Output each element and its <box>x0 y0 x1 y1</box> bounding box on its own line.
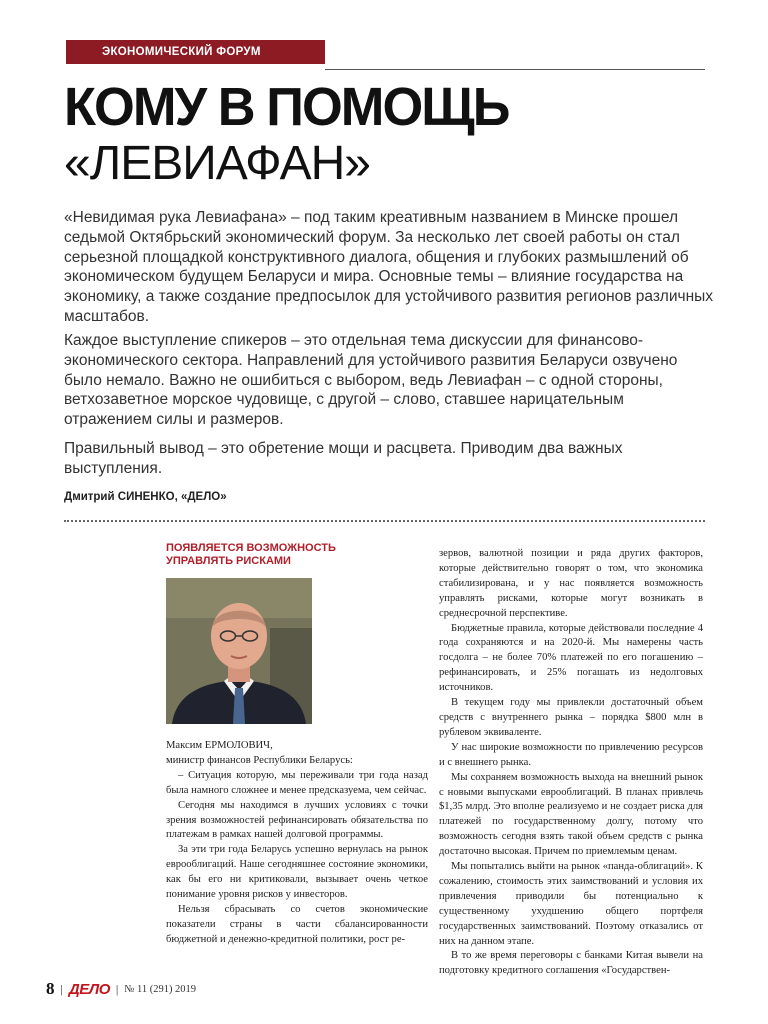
paragraph: Бюджетные правила, которые действовали последние 4 года сохраняются и на 2020-й. Мы намерены часть госдолга – не более 70% платежей по его погашению – рефинансировать, и 25% погашать из недолговых источников. <box>439 622 703 694</box>
headline-line-2: «ЛЕВИАФАН» <box>64 137 370 190</box>
paragraph: В то же время переговоры с банками Китая вывели на подготовку кредитного соглашения «Государствен- <box>439 950 703 977</box>
article-column-2 <box>439 547 703 979</box>
paragraph: За эти три года Беларусь успешно вернулась на рынок еврооблигаций. Наше сегодняшнее состояние экономики, как бы его ни критиковали, вызывает очень четкое понимание уровня рисков у инвесторов. <box>166 844 428 901</box>
paragraph-continued: зервов, валютной позиции и ряда других факторов, которые действительно говорят о том, что экономика стабилизирована, и у нас появляется возможность управлять рисками, которые могут возникать в среднесрочной перспективе. <box>439 548 703 619</box>
footer-separator: | <box>60 981 63 996</box>
footer-separator: | <box>115 981 119 996</box>
headline <box>64 77 522 190</box>
paragraph: Сегодня мы находимся в лучших условиях с точки зрения возможностей рефинансировать обязательства по платежам в рамках нашей долговой программы. <box>166 799 428 841</box>
speaker-photo <box>166 578 312 724</box>
kicker-title: ПОЯВЛЯЕТСЯ ВОЗМОЖНОСТЬ УПРАВЛЯТЬ РИСКАМИ <box>166 542 336 567</box>
paragraph: Нельзя сбрасывать со счетов экономические показатели страны в части сбалансированности бюджетной и денежно-кредитной политики, рост ре- <box>166 903 428 945</box>
lead-paragraph-3: Правильный вывод – это обретение мощи и расцвета. Приводим два важных выступления. <box>64 440 623 477</box>
article-column-1 <box>166 739 428 948</box>
dotted-separator <box>64 520 705 522</box>
paragraph: – Ситуация которую, мы переживали три года назад была намного сложнее и менее предсказуема, чем сейчас. <box>166 769 428 796</box>
speaker-name: Максим ЕРМОЛОВИЧ, <box>166 740 273 751</box>
byline: Дмитрий СИНЕНКО, «ДЕЛО» <box>64 491 227 503</box>
paragraph: У нас широкие возможности по привлечению ресурсов и с внешнего рынка. <box>439 741 703 768</box>
page-footer <box>46 979 196 999</box>
lead-paragraph-1: «Невидимая рука Левиафана» – под таким креативным названием в Минске прошел седьмой Октябрьский экономический форум. За несколько лет своей работы он стал серьезной площадкой конструктивного диалога, общения и глубоких размышлений об экономическом будущем Беларуси и мира. Основные темы – влияние государства на экономику, а также создание предпосылок для устойчивого развития регионов различных масштабов. <box>64 209 714 325</box>
headline-line-1: КОМУ В ПОМОЩЬ <box>64 77 509 137</box>
paragraph: Мы попытались выйти на рынок «панда-облигаций». К сожалению, стоимость этих заимствований и условия их привлечения приводили бы потенциально к существенному ухудшению общего портфеля государственных заимствований. Поэтому отказались от них на данном этапе. <box>439 861 703 947</box>
lead-paragraph-2: Каждое выступление спикеров – это отдельная тема дискуссии для финансово-экономического сектора. Направлений для устойчивого развития Беларуси озвучено было немало. Важно не ошибиться с выбором, ведь Левиафан – с одной стороны, ветхозаветное морское чудовище, с другой – слово, ставшее нарицательным отражением силы и размеров. <box>64 332 678 429</box>
section-rubric: ЭКОНОМИЧЕСКИЙ ФОРУМ <box>66 40 325 64</box>
paragraph: В текущем году мы привлекли достаточный объем средств с внутреннего рынка – порядка $800 млн в рублевом эквиваленте. <box>439 697 703 738</box>
magazine-logo: ДЕЛО <box>68 980 110 998</box>
paragraph: Мы сохраняем возможность выхода на внешний рынок с новыми выпусками еврооблигаций. В планах привлечь $1,35 млрд. Это вполне реализуемо и не создает риска для платежей по государственному долгу, потому что возможность сегодня взять такой объем средств с рынка достаточно высокая. Причем по приемлемым ценам. <box>439 771 703 858</box>
issue-number: № 11 (291) 2019 <box>124 983 197 995</box>
header-rule <box>325 69 705 70</box>
speaker-role: министр финансов Республики Беларусь: <box>166 754 353 766</box>
page-number: 8 <box>46 979 55 998</box>
